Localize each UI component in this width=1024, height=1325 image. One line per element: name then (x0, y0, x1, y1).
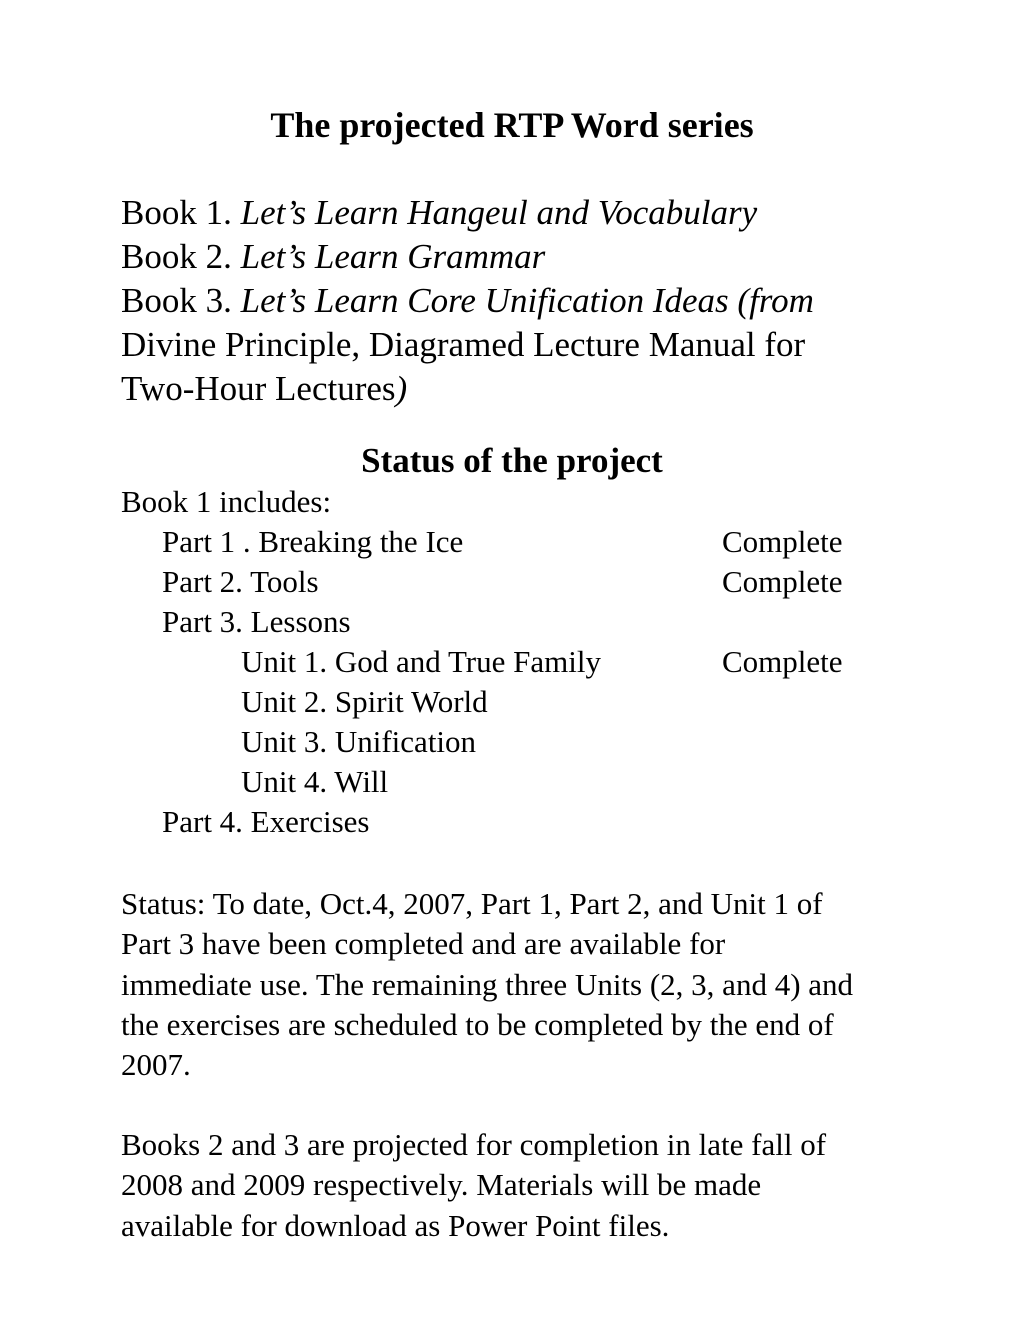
book-3-prefix: Book 3. (121, 281, 241, 320)
book-2-line (121, 235, 921, 279)
status-heading: Status of the project (361, 441, 663, 480)
status-paragraph (121, 884, 921, 1085)
list-item-part-4 (121, 802, 921, 842)
part-1-label: Part 1 . Breaking the Ice (162, 524, 464, 559)
page-title: The projected RTP Word series (270, 105, 754, 145)
unit-3-label: Unit 3. Unification (241, 724, 477, 759)
book-1-prefix: Book 1. (121, 193, 241, 232)
part-2-status: Complete (722, 564, 843, 599)
book-1-includes (121, 482, 921, 522)
book-2-title: Let’s Learn Grammar (240, 237, 546, 276)
list-item-part-3 (121, 602, 921, 642)
book-3-continuation-2 (121, 367, 921, 411)
status-paragraph-line-2: Part 3 have been completed and are available for (121, 926, 726, 962)
book-1-title: Let’s Learn Hangeul and Vocabulary (240, 193, 758, 232)
books-paragraph-line-1: Books 2 and 3 are projected for completion in late fall of (121, 1127, 827, 1162)
list-item-unit-2 (121, 682, 921, 722)
status-list (121, 482, 921, 842)
book-3-continuation-text: Two-Hour Lectures (121, 369, 396, 408)
book-series-list (121, 191, 921, 411)
unit-1-status: Complete (722, 644, 843, 679)
books-paragraph-line-2: 2008 and 2009 respectively. Materials will be made (121, 1167, 762, 1203)
list-item-unit-3 (121, 722, 921, 762)
list-item-unit-4 (121, 762, 921, 802)
list-item-unit-1 (121, 642, 921, 682)
part-4-label: Part 4. Exercises (162, 804, 370, 839)
book-3-title: Let’s Learn Core Unification Ideas (from (240, 281, 814, 320)
book-3-closing-paren: ) (395, 369, 408, 408)
part-1-status: Complete (722, 524, 843, 559)
status-paragraph-line-1: Status: To date, Oct.4, 2007, Part 1, Part 2, and Unit 1 of (121, 886, 823, 921)
part-3-label: Part 3. Lessons (162, 604, 351, 639)
book-1-includes-label: Book 1 includes: (121, 484, 332, 519)
part-2-label: Part 2. Tools (162, 564, 319, 599)
books-paragraph-line-3: available for download as Power Point files. (121, 1207, 670, 1243)
books-paragraph (121, 1125, 921, 1246)
list-item-part-1 (121, 522, 921, 562)
book-2-prefix: Book 2. (121, 237, 241, 276)
book-3-continuation-1: Divine Principle, Diagramed Lecture Manual for (121, 325, 806, 364)
status-paragraph-line-5: 2007. (121, 1047, 191, 1083)
unit-4-label: Unit 4. Will (241, 764, 389, 799)
unit-2-label: Unit 2. Spirit World (241, 684, 488, 719)
status-paragraph-line-3: immediate use. The remaining three Units (2, 3, and 4) and (121, 966, 854, 1002)
book-1-line (121, 191, 921, 235)
status-paragraph-line-4: the exercises are scheduled to be completed by the end of (121, 1006, 834, 1042)
list-item-part-2 (121, 562, 921, 602)
unit-1-label: Unit 1. God and True Family (241, 644, 601, 679)
book-3-line (121, 279, 921, 323)
